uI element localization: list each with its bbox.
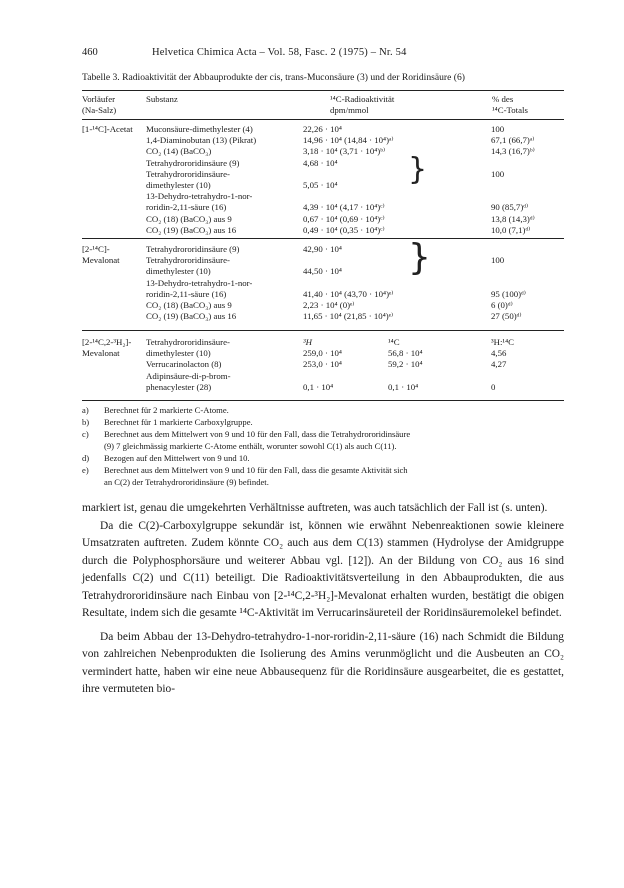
s2-sub-0: Tetrahydrororidinsäure (9)	[146, 244, 240, 254]
s3-ratio-head: ³H:¹⁴C	[491, 337, 515, 347]
s3-h-4: 0,1 · 10⁴	[303, 381, 334, 392]
s3-sub-1: dimethylester (10)	[146, 348, 211, 359]
s2-pct-1: 100	[491, 255, 505, 266]
s2-radio-2: 44,50 · 10⁴	[303, 266, 342, 277]
footnote-text: an C(2) der Tetrahydrororidinsäure (9) befindet.	[104, 477, 269, 487]
s3-vorlaeufer-col	[82, 337, 144, 359]
s1-substanz-col	[146, 124, 314, 236]
s3-sub-0: Tetrahydrororidinsäure-	[146, 337, 230, 347]
s2-sub-2: dimethylester (10)	[146, 266, 211, 277]
s3-vor-1: Mevalonat	[82, 348, 120, 359]
paragraph-3: Da beim Abbau der 13-Dehydro-tetrahydro-1-nor-roridin-2,11-säure (16) nach Schmidt die Bildung von zahlreichen Nebenprodukten die Isolierung des Amins verunmöglicht und die Ausbeuten an CO₂ vermindert hatte, haben wir eine neue Abbausequenz für die Roridinsäure ausgearbeitet, die es gestattet, ihre vermuteten bio-	[82, 630, 564, 695]
s2-prozent-col	[491, 244, 565, 322]
s2-pct-6: 27 (50)ᵈ⁾	[491, 311, 522, 322]
s3-h-head: ³H	[303, 337, 312, 347]
s2-pct-2	[491, 266, 565, 277]
paragraph-2: Da die C(2)-Carboxylgruppe sekundär ist, können wie erwähnt Nebenreaktionen sowie kleinere Umsatzraten auftreten. Zudem könnte CO₂ auch aus dem C(13) stammen (Hydrolyse der Amidgruppe durch die Polyphosphorsäure und weiterer Abbau vgl. [12]). An der Bildung von CO₂ aus 16 sind jedenfalls C(2) und C(11) beteiligt. Die Radioaktivitätsverteilung in den Abbauprodukten, die aus Tetrahydrororidinsäure nach Einbau von [2-¹⁴C,2-³H₂]-Mevalonat erhalten wurden, bestätigt die obigen Resultate, indem sich die gesamte ¹⁴C-Aktivität im Verrucarinsäureteil der Roridinsäuremolekel befindet.	[82, 519, 564, 619]
s1-sub-1: 1,4-Diaminobutan (13) (Pikrat)	[146, 135, 257, 146]
s3-ratio-4: 0	[491, 381, 496, 392]
s2-radio-5: 2,23 · 10⁴ (0)ᵉ⁾	[303, 299, 355, 310]
s1-pct-7: 90 (85,7)ᵈ⁾	[491, 202, 529, 213]
s1-pct-5	[491, 180, 565, 191]
s2-sub-4: roridin-2,11-säure (16)	[146, 288, 227, 299]
s3-c-0	[388, 337, 468, 348]
page-number: 460	[82, 47, 98, 58]
footnote-label: e)	[82, 465, 89, 475]
footnote-text: Berechnet aus dem Mittelwert von 9 und 10 für den Fall, dass die gesamte Aktivität sich	[104, 465, 408, 475]
s2-radio-1	[303, 255, 488, 266]
s1-radio-8: 0,67 · 10⁴ (0,69 · 10⁴)ᶜ⁾	[303, 213, 385, 224]
s2-sub-1: Tetrahydrororidinsäure-	[146, 255, 230, 266]
footnote-text: Berechnet für 2 markierte C-Atome.	[104, 405, 229, 415]
s1-sub-4: Tetrahydrororidinsäure-	[146, 168, 230, 179]
s2-radio-3	[303, 278, 488, 289]
s1-pct-4: 100	[491, 168, 505, 179]
s2-vor-0: [2-¹⁴C]-	[82, 244, 110, 254]
s3-h-0	[303, 337, 383, 348]
footnote-text: (9) 7 gleichmässig markierte C-Atome enthält, worunter sowohl C(1) als auch C(11).	[104, 441, 397, 451]
s2-pct-0	[491, 244, 565, 255]
s2-pct-3	[491, 278, 565, 289]
footnote-text: Bezogen auf den Mittelwert von 9 und 10.	[104, 453, 250, 463]
s1-radio-5: 5,05 · 10⁴	[303, 179, 338, 190]
section2-rule	[82, 330, 564, 331]
s1-radio-7: 4,39 · 10⁴ (4,17 · 10⁴)ᶜ⁾	[303, 202, 385, 213]
s2-radio-0: 42,90 · 10⁴	[303, 244, 342, 254]
s2-pct-4: 95 (100)ᵈ⁾	[491, 288, 526, 299]
s1-radio-6	[303, 191, 488, 202]
s2-pct-5: 6 (0)ᵈ⁾	[491, 299, 513, 310]
s1-sub-6: 13-Dehydro-tetrahydro-1-nor-	[146, 191, 253, 202]
s1-radio-0: 22,26 · 10⁴	[303, 124, 342, 134]
s3-vor-0: [2-¹⁴C,2-³H₂]-	[82, 337, 132, 347]
s1-radio-2: 3,18 · 10⁴ (3,71 · 10⁴)ᵇ⁾	[303, 146, 386, 157]
table-header-rule	[82, 119, 564, 120]
s1-sub-9: CO₂ (19) (BaCO₃) aus 16	[146, 224, 237, 235]
s3-ratio-3	[491, 371, 561, 382]
s3-c-col	[388, 337, 468, 393]
s3-ratio-1: 4,56	[491, 348, 507, 359]
s3-sub-2: Verrucarinolacton (8)	[146, 359, 222, 370]
s3-h-3	[303, 371, 383, 382]
section1-rule	[82, 238, 564, 239]
s2-brace: }	[408, 237, 431, 278]
col-head-prozent: % des ¹⁴C-Totals	[492, 94, 528, 116]
col-head-substanz: Substanz	[146, 94, 178, 104]
s2-radio-col	[303, 244, 488, 322]
s1-pct-3	[491, 158, 565, 169]
s1-prozent-col	[491, 124, 565, 236]
footnote-label: a)	[82, 405, 89, 415]
col-head-vorlaeufer: Vorläufer (Na-Salz)	[82, 94, 117, 116]
col-head-radio: ¹⁴C-Radioaktivität dpm/mmol	[330, 94, 395, 116]
table-top-rule	[82, 90, 564, 91]
s3-ratio-col	[491, 337, 561, 393]
s1-pct-1: 67,1 (66,7)ᵃ⁾	[491, 135, 535, 146]
s2-sub-6: CO₂ (19) (BaCO₃) aus 16	[146, 311, 237, 322]
s3-h-col	[303, 337, 383, 393]
footnote-label: d)	[82, 453, 90, 463]
s1-vorlaeufer: [1-¹⁴C]-Acetat	[82, 124, 133, 134]
s2-radio-6: 11,65 · 10⁴ (21,85 · 10⁴)ᵉ⁾	[303, 311, 394, 322]
s3-h-2: 253,0 · 10⁴	[303, 359, 342, 370]
s3-c-head: ¹⁴C	[388, 337, 400, 347]
s3-ratio-2: 4,27	[491, 359, 507, 370]
s2-vorlaeufer-col	[82, 244, 144, 266]
s1-pct-6	[491, 191, 565, 202]
s1-radio-1: 14,96 · 10⁴ (14,84 · 10⁴)ᵃ⁾	[303, 135, 394, 146]
s2-sub-3: 13-Dehydro-tetrahydro-1-nor-	[146, 277, 253, 288]
s1-sub-7: roridin-2,11-säure (16)	[146, 202, 227, 213]
s3-sub-3: Adipinsäure-di-p-brom-	[146, 370, 231, 381]
s2-vor-1: Mevalonat	[82, 255, 120, 266]
s1-sub-0: Muconsäure-dimethylester (4)	[146, 124, 253, 134]
s2-sub-5: CO₂ (18) (BaCO₃) aus 9	[146, 299, 232, 310]
s3-substanz-col	[146, 337, 314, 393]
s1-pct-8: 13,8 (14,3)ᵈ⁾	[491, 213, 535, 224]
s1-sub-5: dimethylester (10)	[146, 179, 211, 190]
s2-radio-4: 41,40 · 10⁴ (43,70 · 10⁴)ᵉ⁾	[303, 288, 394, 299]
s1-radio-col	[303, 124, 488, 236]
s1-brace: }	[408, 152, 428, 187]
s3-h-1: 259,0 · 10⁴	[303, 348, 342, 359]
s1-radio-9: 0,49 · 10⁴ (0,35 · 10⁴)ᶜ⁾	[303, 224, 385, 235]
s1-sub-3: Tetrahydrororidinsäure (9)	[146, 157, 240, 168]
s1-sub-8: CO₂ (18) (BaCO₃) aus 9	[146, 213, 232, 224]
s3-sub-4: phenacylester (28)	[146, 381, 212, 392]
s3-c-3	[388, 371, 468, 382]
footnote-text: Berechnet aus dem Mittelwert von 9 und 10 für den Fall, dass die Tetrahydrororidinsäure	[104, 429, 411, 439]
journal-title: Helvetica Chimica Acta – Vol. 58, Fasc. 2 (1975) – Nr. 54	[152, 47, 407, 58]
body-text	[82, 500, 564, 699]
s3-c-1: 56,8 · 10⁴	[388, 348, 423, 359]
s1-sub-2: CO₂ (14) (BaCO₃)	[146, 146, 212, 157]
s1-radio-4	[303, 169, 488, 180]
s1-pct-2: 14,3 (16,7)ᵇ⁾	[491, 146, 535, 157]
table-caption: Tabelle 3. Radioaktivität der Abbauprodukte der cis, trans-Muconsäure (3) und der Roridinsäure (6)	[82, 72, 465, 83]
footnote-text: Berechnet für 1 markierte Carboxylgruppe.	[104, 417, 253, 427]
s1-pct-9: 10,0 (7,1)ᵈ⁾	[491, 224, 531, 235]
footnote-label: c)	[82, 429, 89, 439]
table-bottom-rule	[82, 400, 564, 401]
running-header	[82, 47, 564, 63]
s3-ratio-0	[491, 337, 561, 348]
s3-c-4: 0,1 · 10⁴	[388, 381, 419, 392]
footnote-label: b)	[82, 417, 90, 427]
paragraph-1: markiert ist, genau die umgekehrten Verhältnisse auftreten, was auch tatsächlich der Fall ist (s. unten).	[82, 502, 548, 514]
s2-substanz-col	[146, 244, 314, 322]
s1-pct-0: 100	[491, 124, 505, 134]
s1-radio-3: 4,68 · 10⁴	[303, 157, 338, 168]
s3-c-2: 59,2 · 10⁴	[388, 359, 423, 370]
